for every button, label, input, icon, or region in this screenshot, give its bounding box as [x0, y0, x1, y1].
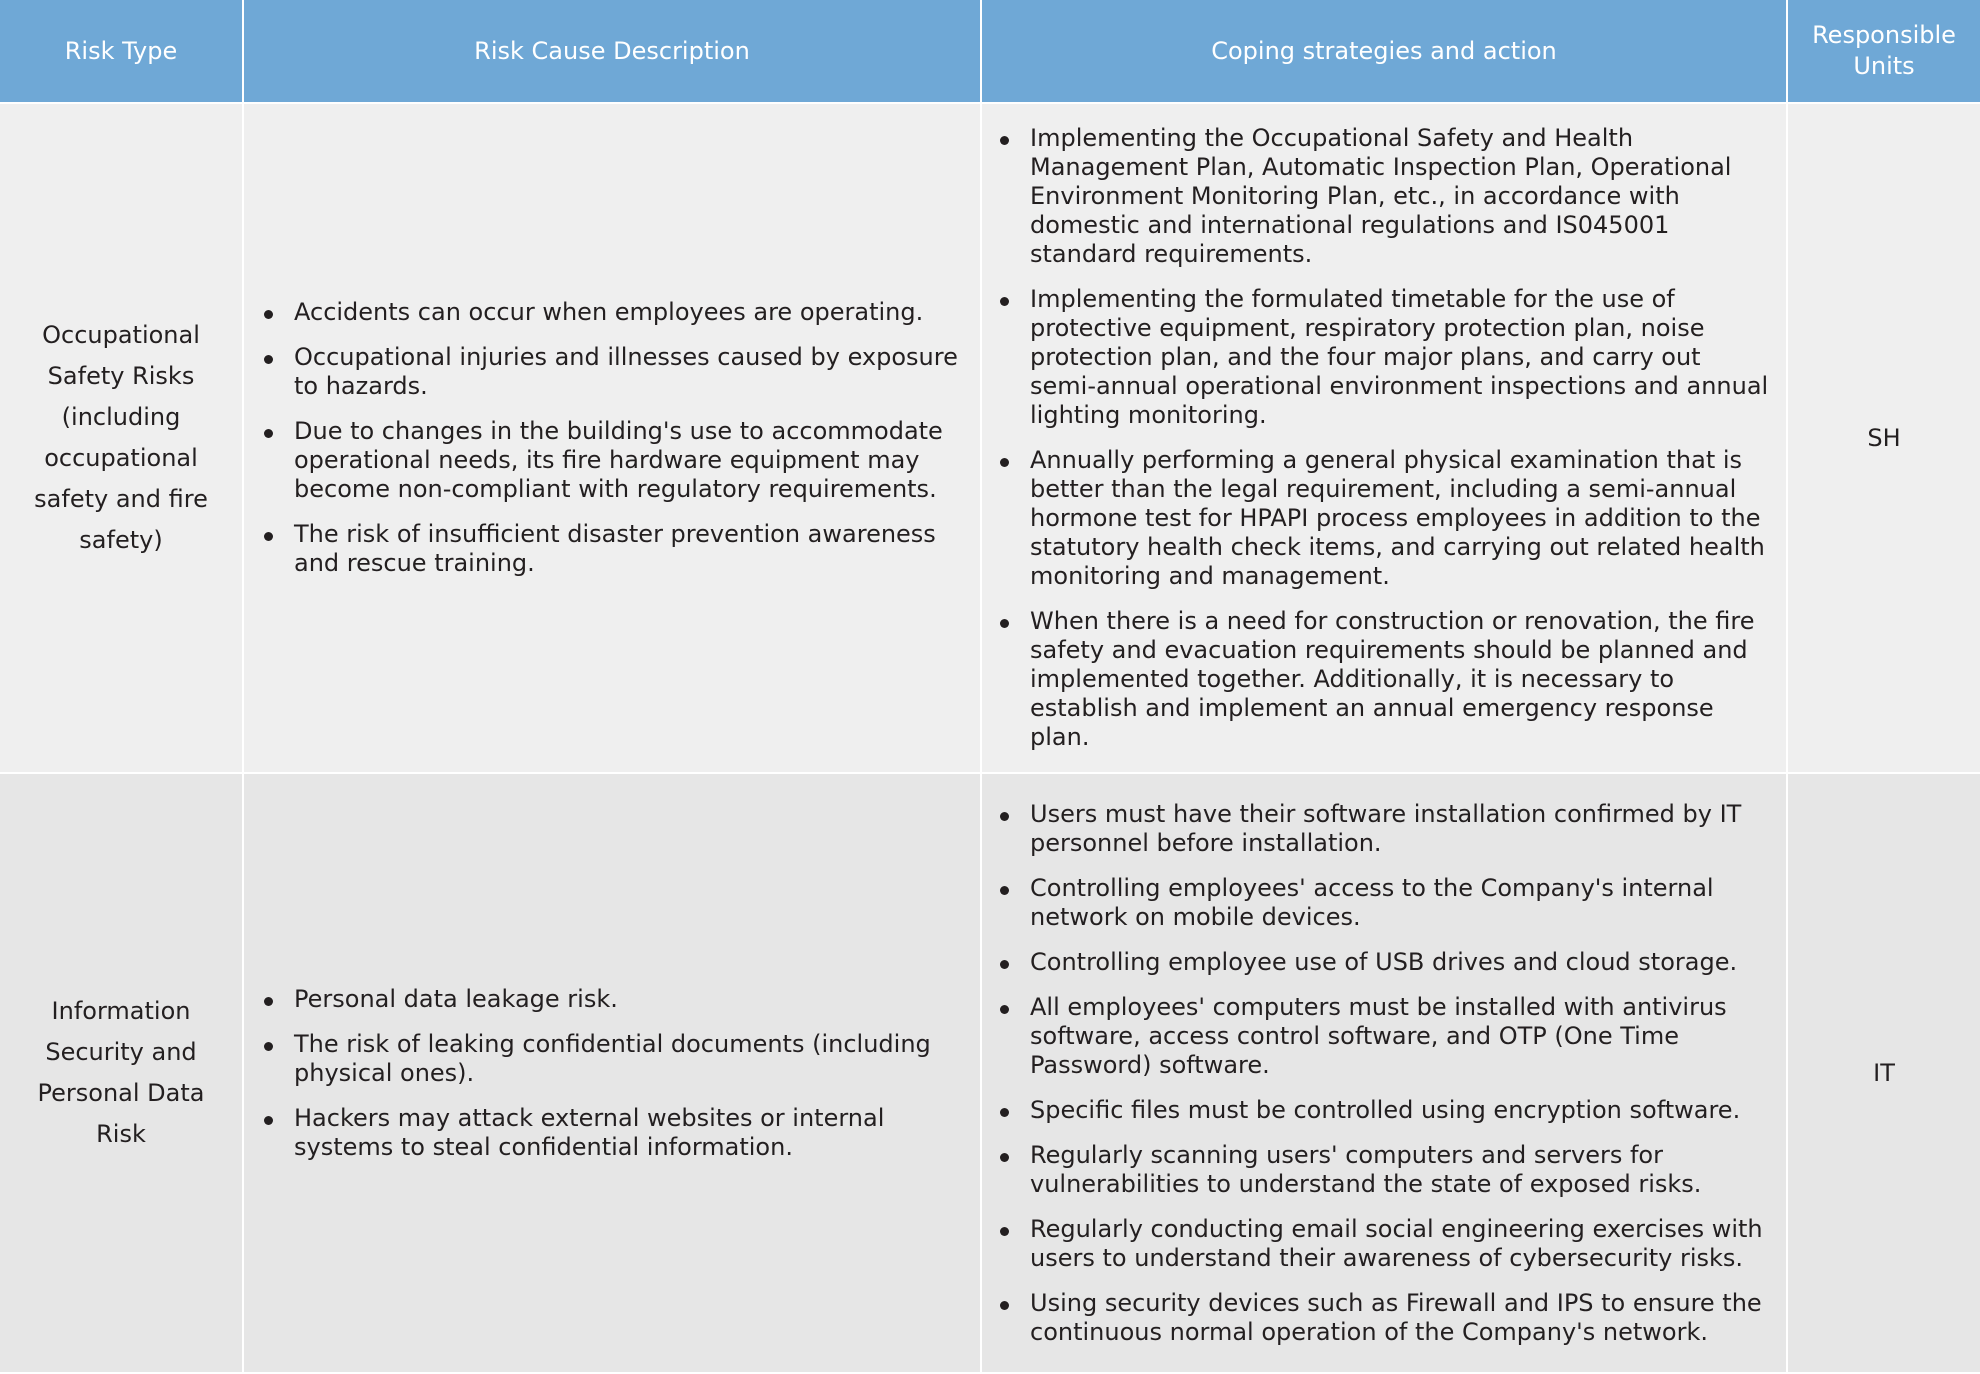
list-item: Due to changes in the building's use to accommodate operational needs, its fire hardware equipment may become non-compliant with regulatory requirements. [244, 417, 980, 504]
list-item: Hackers may attack external websites or internal systems to steal confidential information. [244, 1104, 980, 1162]
coping-strategies-cell [982, 774, 1788, 1374]
risk-cause-cell [244, 104, 982, 774]
risk-cause-list [244, 985, 980, 1162]
risk-cause-list [244, 298, 980, 578]
list-item: Using security devices such as Firewall and IPS to ensure the continuous normal operation of the Company's network. [982, 1289, 1786, 1347]
risk-cause-cell [244, 774, 982, 1374]
risk-type-cell: Occupational Safety Risks (including occupational safety and fire safety) [0, 104, 244, 774]
responsible-unit-cell: IT [1788, 774, 1980, 1374]
list-item: The risk of insufficient disaster prevention awareness and rescue training. [244, 520, 980, 578]
list-item: Occupational injuries and illnesses caused by exposure to hazards. [244, 343, 980, 401]
list-item: Regularly scanning users' computers and servers for vulnerabilities to understand the state of exposed risks. [982, 1141, 1786, 1199]
list-item: Users must have their software installation confirmed by IT personnel before installation. [982, 800, 1786, 858]
list-item: Regularly conducting email social engineering exercises with users to understand their awareness of cybersecurity risks. [982, 1215, 1786, 1273]
list-item: Controlling employees' access to the Company's internal network on mobile devices. [982, 874, 1786, 932]
coping-strategies-list [982, 124, 1786, 752]
header-responsible-units: Responsible Units [1788, 0, 1980, 104]
responsible-unit-cell: SH [1788, 104, 1980, 774]
list-item: Controlling employee use of USB drives and cloud storage. [982, 948, 1786, 977]
list-item: Implementing the Occupational Safety and Health Management Plan, Automatic Inspection Plan, Operational Environment Monitoring Plan, etc., in accordance with domestic and international regulations and IS045001 standard requirements. [982, 124, 1786, 269]
list-item: Annually performing a general physical examination that is better than the legal requirement, including a semi-annual hormone test for HPAPI process employees in addition to the statutory health check items, and carrying out related health monitoring and management. [982, 446, 1786, 591]
list-item: The risk of leaking confidential documents (including physical ones). [244, 1030, 980, 1088]
header-coping-strategies: Coping strategies and action [982, 0, 1788, 104]
coping-strategies-cell [982, 104, 1788, 774]
list-item: Accidents can occur when employees are operating. [244, 298, 980, 327]
list-item: Personal data leakage risk. [244, 985, 980, 1014]
list-item: Implementing the formulated timetable for the use of protective equipment, respiratory protection plan, noise protection plan, and the four major plans, and carry out semi-annual operational environment inspections and annual lighting monitoring. [982, 285, 1786, 430]
header-risk-cause: Risk Cause Description [244, 0, 982, 104]
coping-strategies-list [982, 800, 1786, 1347]
list-item: When there is a need for construction or renovation, the fire safety and evacuation requirements should be planned and implemented together. Additionally, it is necessary to establish and implement an annual emergency response plan. [982, 607, 1786, 752]
risk-type-cell: Information Security and Personal Data Risk [0, 774, 244, 1374]
header-risk-type: Risk Type [0, 0, 244, 104]
list-item: All employees' computers must be installed with antivirus software, access control software, and OTP (One Time Password) software. [982, 993, 1786, 1080]
list-item: Specific files must be controlled using encryption software. [982, 1096, 1786, 1125]
